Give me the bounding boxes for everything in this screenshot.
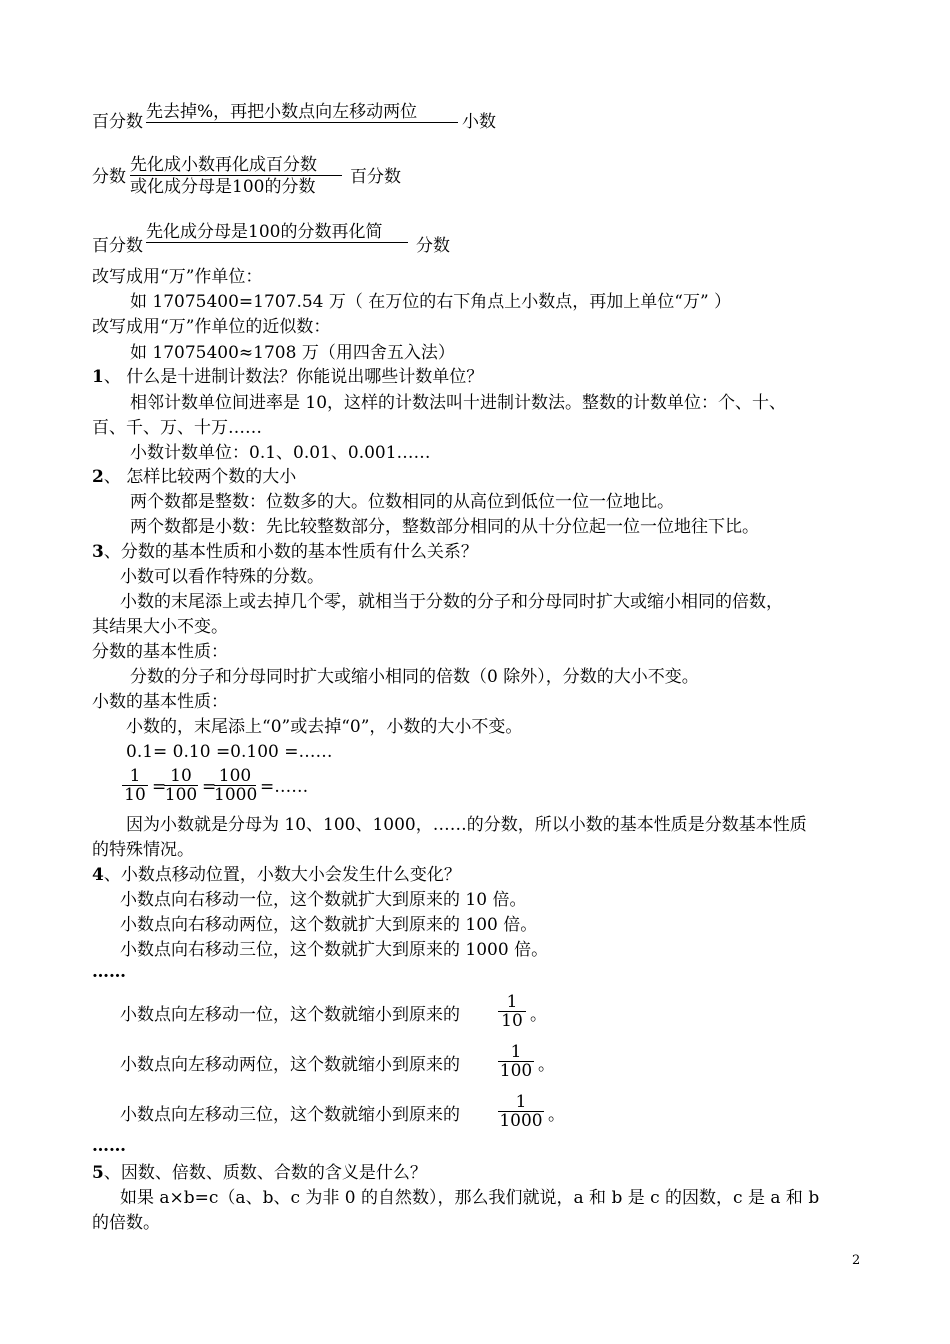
q5-para1-line1: 如果 a×b=c（a、b、c 为非 0 的自然数），那么我们就说，a 和 b 是 c 的因数，c 是 a 和 b xyxy=(120,1188,820,1208)
eq-sign-a: = xyxy=(152,777,167,797)
q1-para1-line1: 相邻计数单位间进率是 10，这样的计数法叫十进制计数法。整数的计数单位：个、十、 xyxy=(130,393,787,413)
conv3-left: 百分数 xyxy=(92,236,143,256)
conv2-top-text: 先化成小数再化成百分数 xyxy=(130,155,317,175)
q4-left-two-end: 。 xyxy=(538,1055,555,1075)
wan-example-2: 如 17075400≈1708 万（用四舍五入法） xyxy=(130,343,455,363)
wan-heading-2: 改写成用“万”作单位的近似数： xyxy=(92,317,331,337)
q2-para2: 两个数都是小数：先比较整数部分，整数部分相同的从十分位起一位一位地往下比。 xyxy=(130,517,759,537)
conv1-right: 小数 xyxy=(462,112,496,132)
q2-title: 、 怎样比较两个数的大小 xyxy=(103,467,297,487)
q3-para3-line1: 因为小数就是分母为 10、100、1000，……的分数，所以小数的基本性质是分数基本性质 xyxy=(126,815,807,835)
conv3-right: 分数 xyxy=(416,236,450,256)
page-number: 2 xyxy=(852,1253,861,1268)
q4-left-one-end: 。 xyxy=(530,1005,547,1025)
q3-para3-line2: 的特殊情况。 xyxy=(92,840,194,860)
q4-left-three-end: 。 xyxy=(548,1105,565,1125)
q4-right-two: 小数点向右移动两位，这个数就扩大到原来的 100 倍。 xyxy=(120,915,538,935)
q3-heading xyxy=(92,542,478,562)
wan-heading-1: 改写成用“万”作单位： xyxy=(92,267,263,287)
conv2-line xyxy=(130,175,342,176)
q5-title: 、因数、倍数、质数、合数的含义是什么？ xyxy=(103,1163,427,1183)
q4-ellipsis-1: …… xyxy=(92,962,126,982)
q4-number: 4 xyxy=(92,865,104,885)
fraction-property-text: 分数的分子和分母同时扩大或缩小相同的倍数（0 除外），分数的大小不变。 xyxy=(130,667,699,687)
q5-number: 5 xyxy=(92,1163,104,1183)
q3-para2-line1: 小数的末尾添上或去掉几个零，就相当于分数的分子和分母同时扩大或缩小相同的倍数， xyxy=(120,592,783,612)
q4-heading xyxy=(92,865,461,885)
q3-title: 、分数的基本性质和小数的基本性质有什么关系？ xyxy=(103,542,478,562)
q4-right-one: 小数点向右移动一位，这个数就扩大到原来的 10 倍。 xyxy=(120,890,527,910)
conv3-line xyxy=(146,242,408,243)
fraction-property-heading: 分数的基本性质： xyxy=(92,642,228,662)
q4-ellipsis-2: …… xyxy=(92,1136,126,1156)
conv1-line xyxy=(146,122,458,123)
q4-fraction-1-100: $\frac{1}{100}$ xyxy=(499,1042,533,1081)
conv2-right: 百分数 xyxy=(350,167,401,187)
q4-right-three: 小数点向右移动三位，这个数就扩大到原来的 1000 倍。 xyxy=(120,940,549,960)
conv3-top-text: 先化成分母是100的分数再化简 xyxy=(146,222,383,242)
q1-number: 1 xyxy=(92,367,104,387)
eq-fraction-10-100: $\frac{10}{100}$ xyxy=(164,766,198,805)
conv2-left: 分数 xyxy=(92,167,126,187)
decimal-property-text: 小数的，末尾添上“0”或去掉“0”，小数的大小不变。 xyxy=(126,717,523,737)
q2-para1: 两个数都是整数：位数多的大。位数相同的从高位到低位一位一位地比。 xyxy=(130,492,674,512)
q1-heading xyxy=(92,367,483,387)
q4-left-three: 小数点向左移动三位，这个数就缩小到原来的 xyxy=(120,1105,460,1125)
conv1-left: 百分数 xyxy=(92,112,143,132)
q5-para1-line2: 的倍数。 xyxy=(92,1213,160,1233)
q3-para1: 小数可以看作特殊的分数。 xyxy=(120,567,324,587)
wan-example-1: 如 17075400=1707.54 万（ 在万位的右下角点上小数点，再加上单位“万” ） xyxy=(130,292,732,312)
q4-left-two: 小数点向左移动两位，这个数就缩小到原来的 xyxy=(120,1055,460,1075)
q4-left-one: 小数点向左移动一位，这个数就缩小到原来的 xyxy=(120,1005,460,1025)
q2-heading xyxy=(92,467,296,487)
q3-number: 3 xyxy=(92,542,104,562)
decimal-property-heading: 小数的基本性质： xyxy=(92,692,228,712)
eq-fraction-100-1000: $\frac{100}{1000}$ xyxy=(214,766,258,805)
q2-number: 2 xyxy=(92,467,104,487)
q4-title: 、小数点移动位置，小数大小会发生什么变化？ xyxy=(103,865,461,885)
eq-tail: =…… xyxy=(260,777,309,797)
decimal-equation: 0.1= 0.10 =0.100 =…… xyxy=(126,742,333,762)
q3-para2-line2: 其结果大小不变。 xyxy=(92,617,228,637)
q1-para1-line2: 百、千、万、十万…… xyxy=(92,418,262,438)
conv2-bottom-text: 或化成分母是100的分数 xyxy=(130,177,316,197)
q4-fraction-1-10: $\frac{1}{10}$ xyxy=(498,993,526,1030)
q1-title: 、 什么是十进制计数法？你能说出哪些计数单位？ xyxy=(103,367,484,387)
conv1-top-text: 先去掉%，再把小数点向左移动两位 xyxy=(146,102,418,122)
q5-heading xyxy=(92,1163,427,1183)
eq-sign-b: = xyxy=(202,777,217,797)
q4-fraction-1-1000: $\frac{1}{1000}$ xyxy=(499,1092,543,1131)
q1-para2: 小数计数单位：0.1、0.01、0.001…… xyxy=(130,443,431,463)
eq-fraction-1-10: $\frac{1}{10}$ xyxy=(122,767,148,804)
